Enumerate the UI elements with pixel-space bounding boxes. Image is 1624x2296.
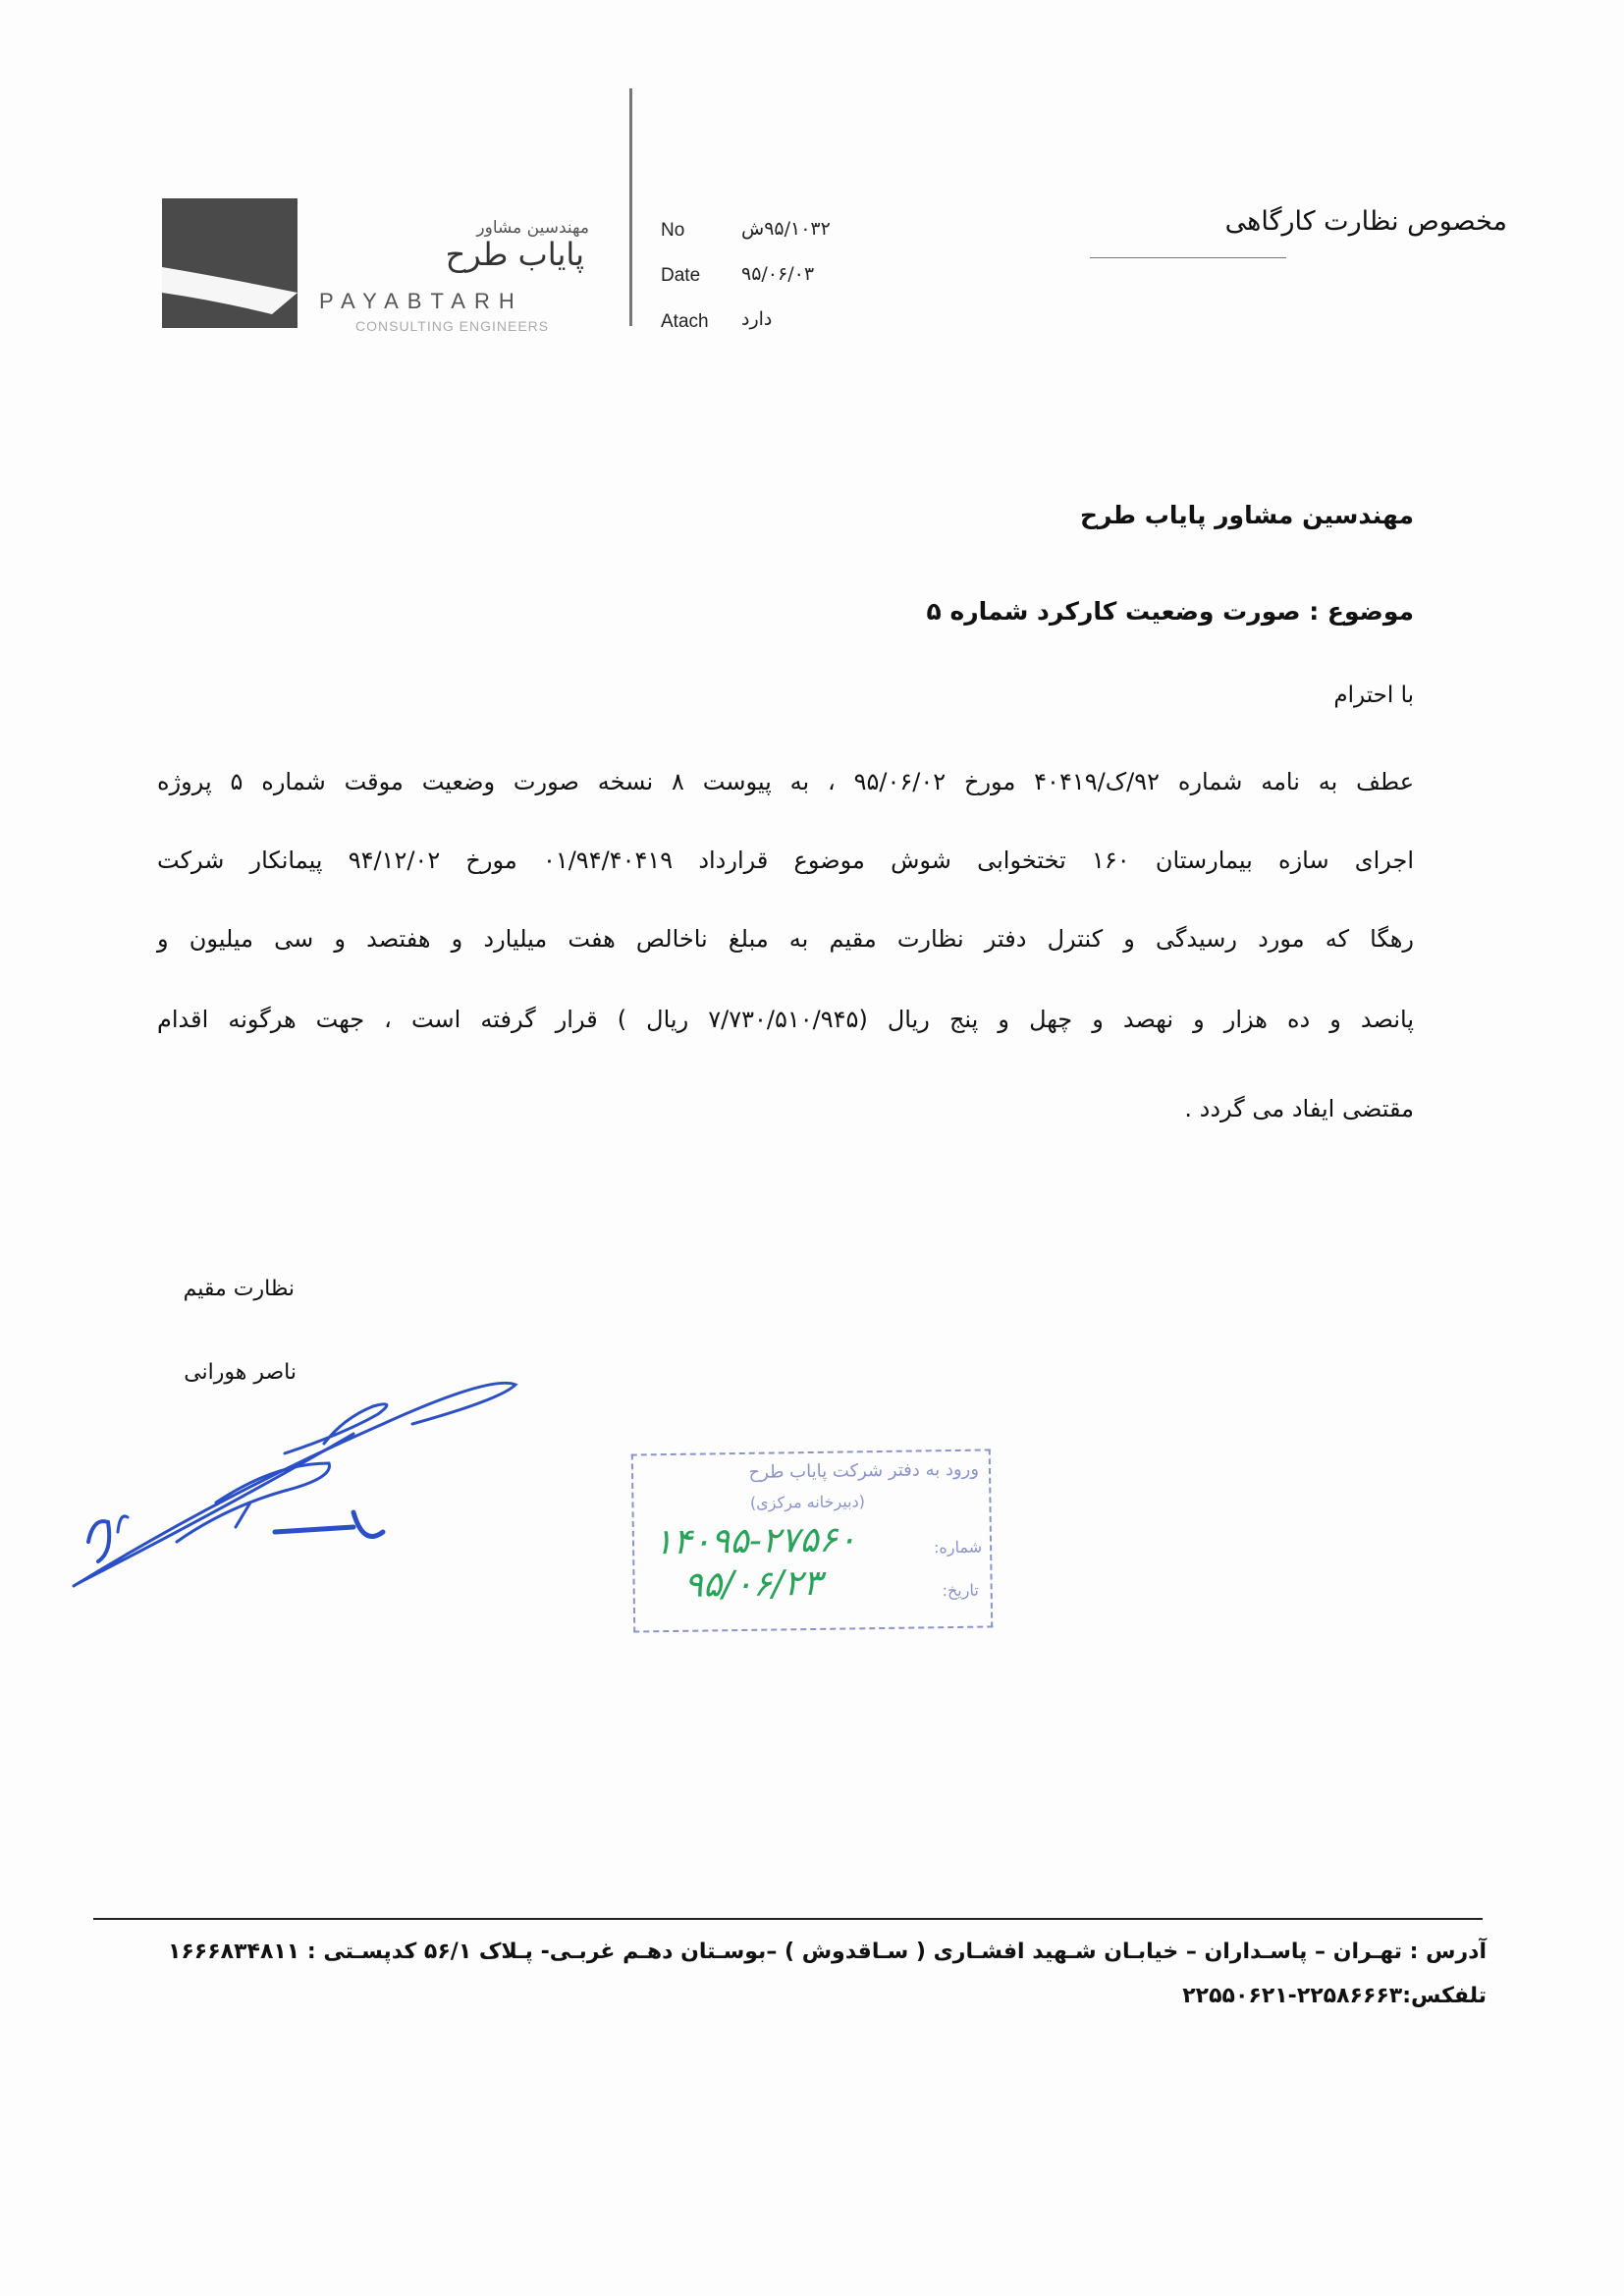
stamp-date-value: ۹۵/۰۶/۲۳ bbox=[683, 1562, 823, 1606]
greeting: با احترام bbox=[1333, 683, 1414, 708]
stamp-title: ورود به دفتر شرکت پایاب طرح bbox=[748, 1458, 980, 1483]
addressee: مهندسین مشاور پایاب طرح bbox=[1079, 501, 1414, 529]
footer-divider bbox=[93, 1918, 1483, 1920]
special-note-underline bbox=[1090, 257, 1286, 258]
body-line: پانصد و ده هزار و نهصد و چهل و پنج ریال (۷/۷۳۰/۵۱۰/۹۴۵ ریال ) قرار گرفته است ، جهت هرگونه اقدام bbox=[157, 1006, 1414, 1033]
signatory-name: ناصر هورانی bbox=[184, 1360, 297, 1385]
letter-number-value: ۹۵/۱۰۳۲ش bbox=[741, 218, 831, 240]
brand-name-en: PAYABTARH bbox=[319, 289, 523, 313]
stamp-date-label: تاریخ: bbox=[942, 1580, 979, 1601]
handwritten-signature-icon bbox=[59, 1316, 530, 1591]
body-line: اجرای سازه بیمارستان ۱۶۰ تختخوابی شوش موضوع قرارداد ۰۱/۹۴/۴۰۴۱۹ مورخ ۹۴/۱۲/۰۲ پیمانکار شرکت bbox=[157, 847, 1414, 874]
signatory-title: نظارت مقیم bbox=[183, 1277, 295, 1301]
special-note: مخصوص نظارت کارگاهی bbox=[1224, 206, 1507, 237]
footer-telfax: تلفکس:۲۲۵۸۶۶۶۳-۲۲۵۵۰۶۲۱ bbox=[1182, 1984, 1487, 2008]
brand-tagline-fa: مهندسین مشاور bbox=[476, 218, 589, 238]
stamp-subtitle: (دبیرخانه مرکزی) bbox=[749, 1492, 866, 1512]
body-line: مقتضی ایفاد می گردد . bbox=[1184, 1095, 1414, 1122]
header-divider bbox=[629, 88, 632, 326]
logo-mark-icon bbox=[162, 198, 298, 328]
body-line: عطف به نامه شماره ۹۲/ک/۴۰۴۱۹ مورخ ۹۵/۰۶/۰۲ ، به پیوست ۸ نسخه صورت وضعیت موقت شماره ۵ پروژه bbox=[157, 768, 1415, 795]
attachment-label: Atach bbox=[661, 311, 709, 332]
letter-number-label: No bbox=[661, 220, 685, 241]
stamp-number-label: شماره: bbox=[933, 1537, 983, 1558]
footer-address: آدرس : تهـران – پاسـداران – خیابـان شـهید افشـاری ( سـاقدوش ) –بوسـتان دهـم غربـی- پـلاک ۵۶/۱ کدپسـتی : ۱۶۶۶۸۳۴۸۱۱ bbox=[167, 1940, 1487, 1964]
body-line: رهگا که مورد رسیدگی و کنترل دفتر نظارت مقیم به مبلغ ناخالص هفت میلیارد و هفتصد و سی میلیون و bbox=[157, 925, 1414, 953]
letter-date-value: ۹۵/۰۶/۰۳ bbox=[741, 263, 815, 285]
brand-name-fa: پایاب طرح bbox=[445, 236, 584, 273]
brand-subtitle-en: CONSULTING ENGINEERS bbox=[355, 318, 550, 334]
reception-stamp bbox=[631, 1449, 994, 1632]
stamp-number-value: ۱۴۰۹۵-۲۷۵۶۰ bbox=[653, 1519, 857, 1563]
subject-line: موضوع : صورت وضعیت کارکرد شماره ۵ bbox=[926, 597, 1414, 626]
attachment-value: دارد bbox=[741, 308, 773, 330]
letter-date-label: Date bbox=[661, 265, 701, 286]
company-logo bbox=[162, 198, 298, 328]
